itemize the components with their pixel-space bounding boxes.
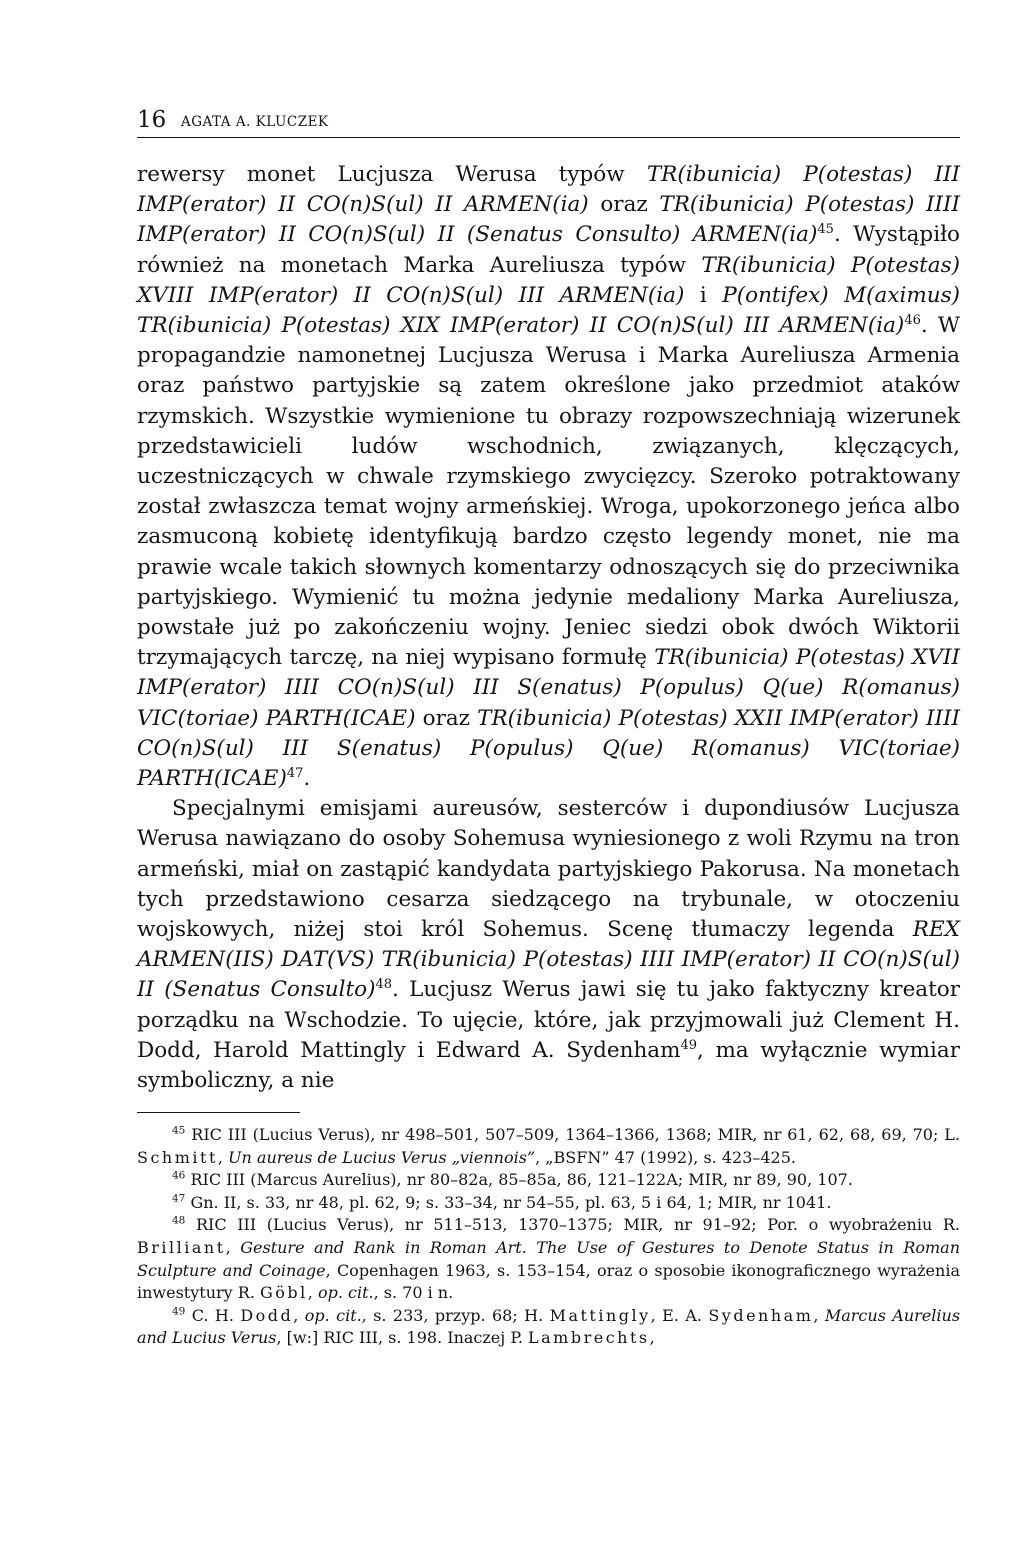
text: , ma wyłącznie wymiar symboliczny, a nie [137,1037,960,1094]
author-name: Dodd [240,1305,294,1325]
coin-legend: P(ontifex) M(aximus) TR(ibunicia) P(otestas) XIX IMP(erator) II CO(n)S(ul) III ARMEN(ia) [137,282,961,339]
text: , [813,1305,825,1325]
footnote-49 [137,1305,960,1350]
footnote-number: 49 [172,1305,186,1318]
paragraph-2 [137,794,960,1096]
footnote-45 [137,1124,960,1169]
coin-legend: TR(ibunicia) P(otestas) XVII IMP(erator) IIII CO(n)S(ul) III S(enatus) P(opulus) Q(ue) R(omanus) VIC(toriae) PARTH(ICAE) [137,645,961,731]
author-name: Schmitt [137,1147,218,1167]
text: , [649,1328,655,1348]
footnote-ref-46[interactable]: 46 [904,312,921,328]
text: i [684,282,723,308]
text: rewersy monet Lucjusza Werusa typów [137,162,647,187]
running-author: AGATA A. KLUCZEK [181,114,329,130]
text: Gn. II, s. 33, nr 48, pl. 62, 9; s. 33–34, nr 54–55, pl. 63, 5 i 64, 1; MIR, nr 1041. [185,1192,832,1212]
footnote-48 [137,1214,960,1304]
coin-legend: TR(ibunicia) P(otestas) XXII IMP(erator) IIII CO(n)S(ul) III S(enatus) P(opulus) Q(ue) R(omanus) VIC(toriae) PARTH(ICAE) [137,705,960,792]
coin-legend: TR(ibunicia) P(otestas) IIII IMP(erator) II CO(n)S(ul) II (Senatus Consulto) ARMEN(ia) [137,192,961,248]
text: . Wystąpiło również na monetach Marka Aureliusza typów [137,222,960,278]
work-title: Marcus Aurelius and Lucius Verus [137,1305,961,1348]
author-name: Göbl [260,1283,308,1303]
running-header [137,105,960,135]
footnote-ref-49[interactable]: 49 [680,1037,698,1053]
text: , [225,1237,241,1257]
header-rule [137,137,960,138]
text: RIC III (Lucius Verus), nr 498–501, 507–509, 1364–1366, 1368; MIR, nr 61, 62, 68, 69, 70; L. [185,1125,960,1144]
text: , Copenhagen 1963, s. 153–154, oraz o sposobie ikonograficznego wyrażenia inwestytury R. [137,1260,960,1303]
body-text [137,160,960,1096]
footnote-ref-45[interactable]: 45 [817,222,834,238]
footnote-ref-47[interactable]: 47 [286,765,304,781]
footnote-46 [137,1169,960,1192]
text: . W propagandzie namonetnej Lucjusza Werusa i Marka Aureliusza Armenia oraz państwo partyjskie są zatem określone jako przedmiot ataków rzymskich. Wszystkie wymienione tu obrazy rozpowszechniają wizerunek przedstawicieli ludów wschodnich, związanych, klęczących, uczestniczących w chwale rzymskiego zwycięzcy. Szeroko potraktowany został zwłaszcza temat wojny armeńskiej. Wroga, upokorzonego jeńca albo zasmuconą kobietę identyfikują bardzo często legendy monet, nie ma prawie wcale takich słownych komentarzy odnoszących się do przeciwnika partyjskiego. Wymienić tu można jedynie medaliony Marka Aureliusza, powstałe już po zakończeniu wojny. Jeniec siedzi obok dwóch Wiktorii trzymających tarczę, na niej wypisano formułę [137,313,960,671]
footnote-number: 45 [172,1124,186,1137]
author-name: Brilliant [137,1237,226,1257]
text: RIC III (Lucius Verus), nr 511–513, 1370–1375; MIR, nr 91–92; Por. o wyobrażeniu R. [185,1215,960,1235]
footnote-number: 47 [172,1192,186,1205]
text: , [293,1305,305,1325]
work-title: Un aureus de Lucius Verus „viennois” [228,1147,536,1167]
footnote-number: 48 [172,1215,186,1228]
work-title: op. cit. [317,1283,374,1303]
text: . Lucjusz Werus jawi się tu jako faktyczny kreator porządku na Wschodzie. To ujęcie, które, jak przyjmowali już Clement H. Dodd, Harold Mattingly i Edward A. Sydenham [137,977,960,1063]
footnotes [137,1124,960,1350]
text: RIC III (Marcus Aurelius), nr 80–82a, 85–85a, 86, 121–122A; MIR, nr 89, 90, 107. [185,1170,853,1190]
coin-legend: TR(ibunicia) P(otestas) XVIII IMP(erator) II CO(n)S(ul) III ARMEN(ia) [137,252,960,308]
text: . [303,766,311,792]
text: , [w:] RIC III, s. 198. Inaczej P. [276,1328,529,1348]
text: , E. A. [650,1305,709,1325]
text: oraz [588,192,660,218]
author-name: Lambrechts [528,1328,650,1348]
paragraph-1 [137,160,960,794]
coin-legend: REX ARMEN(IIS) DAT(VS) TR(ibunicia) P(otestas) IIII IMP(erator) II CO(n)S(ul) II (Senatus Consulto) [137,917,960,1003]
footnote-rule [137,1112,300,1113]
text: , s. 70 i n. [373,1283,454,1303]
work-title: Gesture and Rank in Roman Art. The Use of Gestures to Denote Status in Roman Sculpture and Coinage [137,1237,961,1280]
text: , „BSFN” 47 (1992), s. 423–425. [535,1147,796,1167]
footnote-47 [137,1192,960,1215]
text: C. H. [185,1305,241,1325]
coin-legend: TR(ibunicia) P(otestas) III IMP(erator) II CO(n)S(ul) II ARMEN(ia) [137,162,960,218]
author-name: Mattingly [549,1305,651,1325]
author-name: Sydenham [708,1305,814,1325]
footnote-ref-48[interactable]: 48 [375,977,392,993]
text: Specjalnymi emisjami aureusów, sesterców i dupondiusów Lucjusza Werusa nawiązano do osoby Sohemusa wyniesionego z woli Rzymu na tron armeński, miał on zastąpić kandydata partyjskiego Pakorusa. Na monetach tych przedstawiono cesarza siedzącego na trybunale, w otoczeniu wojskowych, niżej stoi król Sohemus. Scenę tłumaczy legenda [137,796,960,943]
work-title: op. cit. [304,1305,362,1325]
footnote-number: 46 [172,1169,186,1182]
text: , [217,1147,229,1167]
text: , s. 233, przyp. 68; H. [361,1305,550,1325]
text: oraz [415,705,478,731]
page-number: 16 [137,107,167,133]
text: , [307,1283,318,1303]
